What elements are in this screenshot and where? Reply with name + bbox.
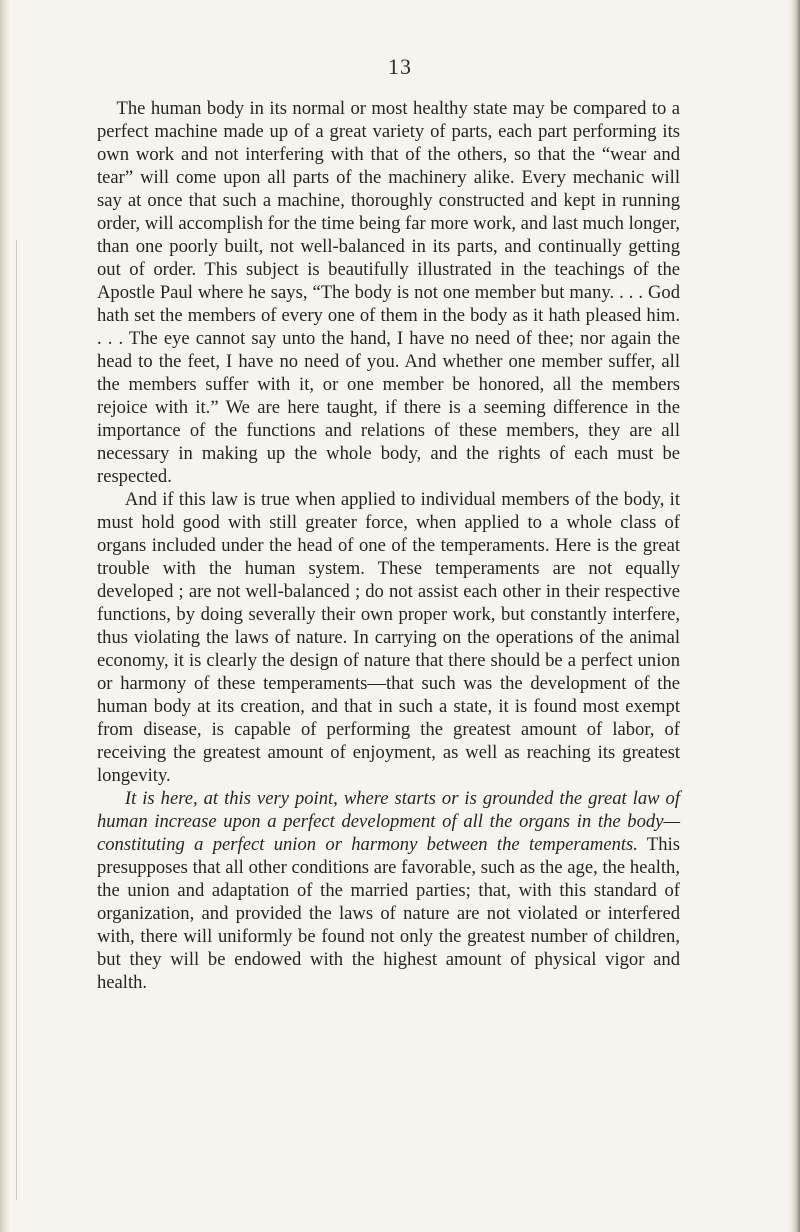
page-gutter-shadow [0, 0, 10, 1232]
page-edge-shadow [788, 0, 800, 1232]
paragraph-2: And if this law is true when applied to individual members of the body, it must hold good with still greater force, when applied to a whole class of organs included under the head of one of the temperaments. Here is the great trouble with the human system. These temperaments are not equally developed ; are not well-balanced ; do not assist each other in their respective functions, by doing severally their own proper work, but constantly interfere, thus violating the laws of nature. In carrying on the operations of the animal economy, it is clearly the design of nature that there should be a perfect union or harmony of these temperaments—that such was the development of the human body at its creation, and that in such a state, it is found most exempt from disease, is capable of performing the greatest amount of labor, of receiving the greatest amount of enjoyment, as well as reaching its greatest longevity. [97, 489, 680, 786]
page-gutter-line [16, 240, 17, 1200]
paragraph-3-text: This presupposes that all other conditions are favorable, such as the age, the health, the union and adaptation of the married parties; that, with this standard of organization, and provided the laws of nature are not violated or interfered with, there will uniformly be found not only the greatest number of children, but they will be endowed with the highest amount of physical vigor and health. [97, 834, 680, 993]
paragraph-3-italic-text: It is here, at this very point, where starts or is grounded the great law of human increase upon a perfect development of all the organs in the body—constituting a perfect union or harmony between the temperaments. [97, 788, 680, 855]
paragraph-1: The human body in its normal or most healthy state may be compared to a perfect machine made up of a great variety of parts, each part performing its own work and not interfering with that of the others, so that the “wear and tear” will come upon all parts of the machinery alike. Every mechanic will say at once that such a machine, thoroughly constructed and kept in running order, will accomplish for the time being far more work, and last much longer, than one poorly built, not well-balanced in its parts, and continually getting out of order. This subject is beautifully illustrated in the teachings of the Apostle Paul where he says, “The body is not one member but many. . . . God hath set the members of every one of them in the body as it hath pleased him. . . . The eye cannot say unto the hand, I have no need of thee; nor again the head to the feet, I have no need of you. And whether one member suffer, all the members suffer with it, or one member be honored, all the members rejoice with it.” We are here taught, if there is a seeming difference in the importance of the functions and relations of these members, they are all necessary in making up the whole body, and the rights of each must be respected. [97, 98, 681, 487]
paragraph-3 [97, 787, 680, 994]
page-number: 13 [388, 54, 412, 79]
body-text [97, 97, 680, 994]
